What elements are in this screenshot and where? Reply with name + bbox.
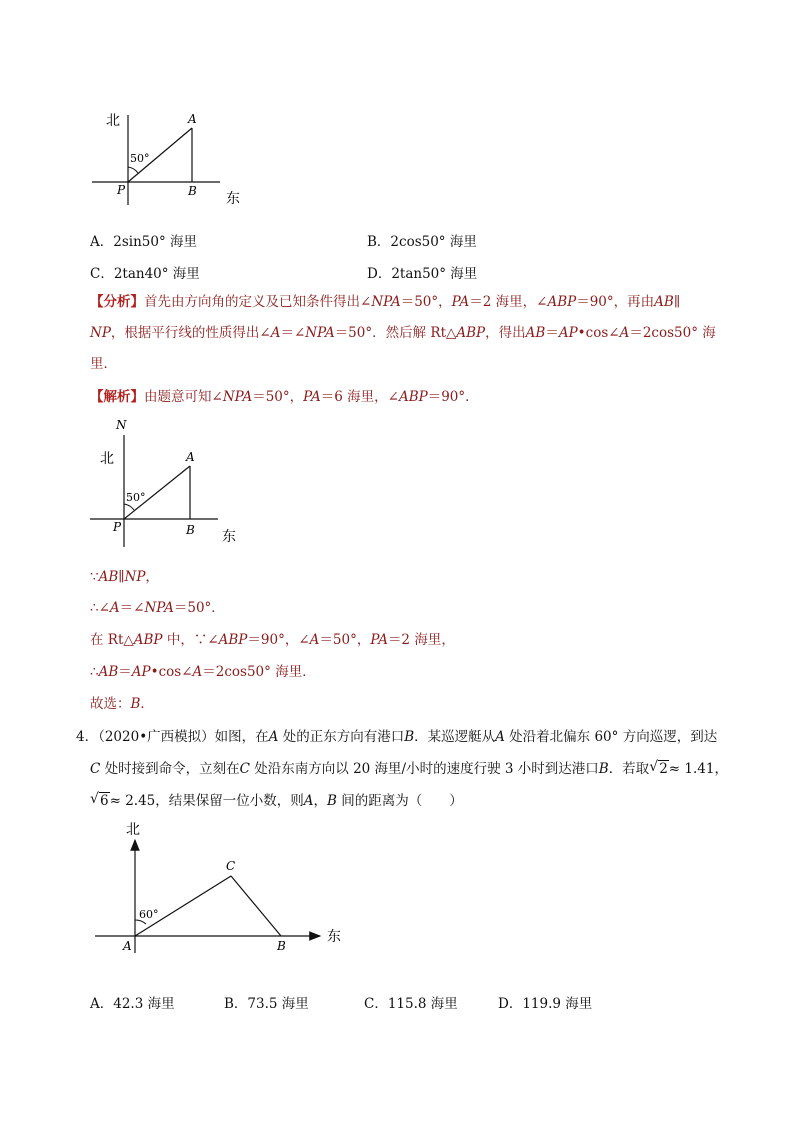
label-east: 东 (222, 529, 236, 545)
var-ap: AP (131, 664, 151, 680)
segment-cb (231, 876, 281, 936)
var-pa: PA (370, 632, 388, 648)
var-a: A (619, 325, 630, 341)
label-east: 东 (226, 191, 240, 207)
figure-3-diagram (90, 818, 350, 963)
analysis-text: ＝2cos50° 海 (629, 325, 716, 341)
var-pa: PA (303, 389, 321, 405)
figure-1-diagram (90, 105, 250, 210)
label-b: B (277, 939, 286, 953)
q4-option-b: B．73.5 海里 (224, 996, 309, 1012)
q4-line-3 (90, 791, 463, 811)
solution-tag: 【解析】 (90, 389, 144, 405)
var-abp: ABP (547, 294, 577, 310)
label-angle: 60° (139, 908, 159, 921)
var-npa: NPA (305, 325, 335, 341)
label-north: 北 (126, 822, 140, 838)
analysis-text: 首先由方向角的定义及已知条件得出∠ (144, 294, 372, 310)
parallel-symbol: ∥ (673, 294, 681, 310)
analysis-line-1 (90, 292, 680, 312)
var-np: NP (90, 325, 111, 341)
var-abp: ABP (456, 325, 486, 341)
var-np: NP (124, 569, 146, 585)
q4-text: ， (313, 793, 328, 809)
var-abp: ABP (398, 389, 428, 405)
parallel-symbol: ∥ (118, 569, 125, 585)
step-text: ＝90°，∠ (247, 632, 310, 648)
label-north: 北 (100, 451, 114, 467)
label-b: B (188, 184, 197, 198)
step-text: 在 Rt△ (90, 632, 134, 648)
label-a: A (123, 939, 132, 953)
var-a: A (109, 600, 120, 616)
var-ab: AB (98, 569, 119, 585)
sqrt-radicand: 6 (100, 793, 109, 809)
step-text: ＝2cos50° 海里． (202, 664, 316, 680)
analysis-text: ＝2 海里，∠ (469, 294, 548, 310)
var-ap: AP (558, 325, 578, 341)
figure-2-diagram (88, 415, 248, 550)
var-npa: NPA (371, 294, 401, 310)
var-b: B (598, 761, 609, 777)
step-2 (90, 598, 225, 618)
var-a: A (495, 729, 505, 745)
var-a: A (303, 793, 314, 809)
q4-option-c: C．115.8 海里 (364, 996, 458, 1012)
step-4 (90, 662, 316, 682)
solution-text: 由题意可知∠ (144, 389, 223, 405)
q4-text: ．某巡逻艇从 (414, 729, 496, 745)
step-text: •cos∠ (150, 664, 193, 680)
step-text: ＝50°， (319, 632, 371, 648)
analysis-text: •cos∠ (577, 325, 620, 341)
var-b: B (404, 729, 415, 745)
var-a: A (270, 325, 281, 341)
label-angle: 50° (126, 491, 146, 504)
solution-line-1 (90, 387, 479, 407)
analysis-tag: 【分析】 (90, 294, 144, 310)
q4-text: 间的距离为（ ） (336, 793, 463, 809)
analysis-text: ＝50°．然后解 Rt△ (334, 325, 457, 341)
solution-text: ＝6 海里，∠ (320, 389, 399, 405)
analysis-text: ＝90°，再由 (576, 294, 655, 310)
option-c: C．2tan40° 海里 (90, 266, 200, 282)
solution-text: ＝90°． (427, 389, 479, 405)
option-a: A．2sin50° 海里 (90, 234, 197, 250)
var-c: C (90, 761, 101, 777)
var-c: C (239, 761, 250, 777)
q4-text: 处沿着北偏东 60° 方向巡逻，到达 (504, 729, 718, 745)
step-text: ＝ (118, 664, 132, 680)
label-b: B (186, 523, 195, 537)
q4-text: 处时接到命令，立刻在 (100, 761, 240, 777)
step-text: ， (145, 569, 159, 585)
angle-arc (128, 167, 138, 173)
label-p: P (117, 183, 126, 197)
step-text: ． (140, 696, 154, 712)
var-abp: ABP (218, 632, 248, 648)
label-c: C (226, 859, 236, 873)
label-a: A (188, 112, 197, 126)
var-ab: AB (525, 325, 546, 341)
step-text: ＝∠ (119, 600, 145, 616)
var-a: A (268, 729, 279, 745)
q4-option-a: A．42.3 海里 (90, 996, 175, 1012)
q4-option-d: D．119.9 海里 (498, 996, 593, 1012)
step-5 (90, 694, 154, 714)
step-text: 故选： (90, 696, 131, 712)
therefore-symbol: ∴ (90, 664, 99, 680)
step-1 (90, 567, 159, 587)
q4-text: 处的正东方向有港口 (278, 729, 405, 745)
var-abp: ABP (133, 632, 163, 648)
var-ab: AB (654, 294, 674, 310)
var-npa: NPA (144, 600, 174, 616)
step-text: ∴∠ (90, 600, 110, 616)
q4-text: ．若取 (608, 761, 650, 777)
label-a: A (186, 450, 195, 464)
label-p: P (113, 520, 122, 534)
analysis-text: ＝ (545, 325, 559, 341)
q4-line-1 (76, 727, 717, 747)
q4-text: ≈ 1.41， (668, 761, 728, 777)
analysis-text: ，得出 (485, 325, 526, 341)
q4-text: 4．（2020•广西模拟）如图，在 (76, 729, 269, 745)
because-symbol: ∵ (90, 569, 99, 585)
option-d: D．2tan50° 海里 (367, 266, 478, 282)
step-text: ＝2 海里， (387, 632, 455, 648)
var-b: B (327, 793, 337, 809)
var-a: A (192, 664, 203, 680)
var-npa: NPA (222, 389, 253, 405)
analysis-line-3: 里． (90, 356, 117, 372)
analysis-text: ＝∠ (280, 325, 306, 341)
angle-arc (124, 504, 134, 510)
sqrt-6 (90, 791, 110, 811)
analysis-line-2 (90, 323, 716, 343)
step-text: 中，∵∠ (162, 632, 219, 648)
label-north: 北 (106, 113, 120, 129)
q4-text: ≈ 2.45，结果保留一位小数，则 (109, 793, 304, 809)
analysis-text: ＝50°， (400, 294, 452, 310)
analysis-text: ，根据平行线的性质得出∠ (110, 325, 271, 341)
var-a: A (309, 632, 320, 648)
segment-ac (135, 876, 231, 936)
var-ab: AB (98, 664, 119, 680)
step-text: ＝50°． (173, 600, 225, 616)
sqrt-2 (649, 759, 669, 779)
answer-letter: B (130, 696, 141, 712)
label-n: N (116, 418, 127, 432)
q4-text: 处沿东南方向以 20 海里/小时的速度行驶 3 小时到达港口 (249, 761, 599, 777)
label-angle: 50° (130, 152, 150, 165)
solution-text: ＝50°， (252, 389, 304, 405)
option-b: B．2cos50° 海里 (367, 234, 477, 250)
label-east: 东 (327, 929, 341, 945)
q4-line-2 (90, 759, 728, 779)
sqrt-radicand: 2 (659, 761, 668, 777)
var-pa: PA (451, 294, 470, 310)
step-3 (90, 630, 455, 650)
